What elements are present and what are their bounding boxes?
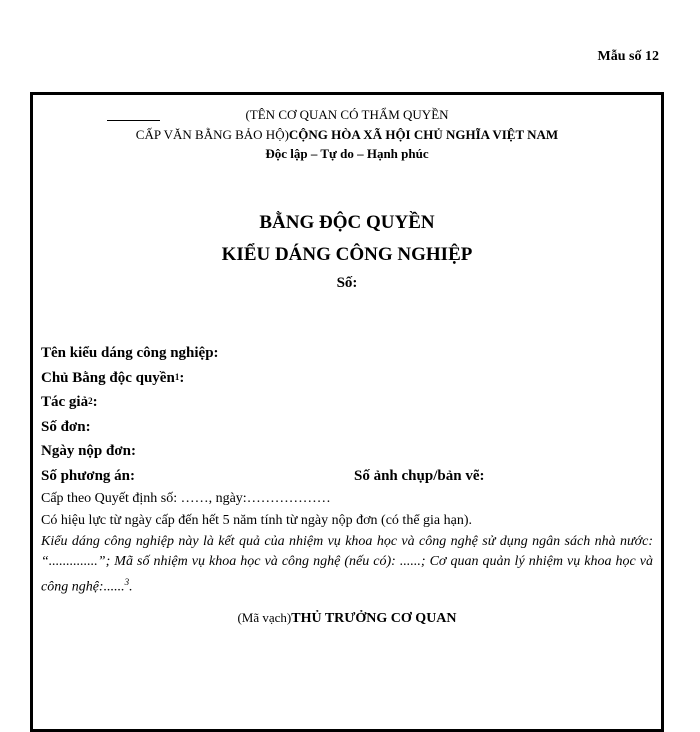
science-task-note: Kiểu dáng công nghiệp này là kết quả của nhiệm vụ khoa học và công nghệ sử dụng ngân sách nhà nước: “..............”; Mã số nhiệm vụ khoa học và công nghệ (nếu có): ......; Cơ quan quản lý nhiệm vụ khoa học và công nghệ:......$^3$. bbox=[41, 534, 653, 595]
field-author-label: Tác giả bbox=[41, 394, 89, 410]
header-line-1 bbox=[33, 105, 661, 125]
field-design-name: Tên kiểu dáng công nghiệp: bbox=[41, 345, 219, 361]
field-owner-label: Chủ Bằng độc quyền bbox=[41, 369, 175, 386]
footnote-ref: 3 bbox=[124, 577, 130, 587]
validity-line: Có hiệu lực từ ngày cấp đến hết 5 năm tính từ ngày nộp đơn (có thể gia hạn). bbox=[41, 513, 473, 528]
field-application-number: Số đơn: bbox=[41, 418, 91, 435]
issuer-name: CẤP VĂN BẰNG BẢO HỘ) bbox=[135, 127, 289, 142]
field-drawing-count: Số ảnh chụp/bản vẽ: bbox=[354, 467, 485, 484]
agency-name: (TÊN CƠ QUAN CÓ THẨM QUYỀN bbox=[245, 107, 449, 122]
head-of-agency-title: THỦ TRƯỞNG CƠ QUAN bbox=[291, 611, 457, 626]
certificate-number-label: Số: bbox=[336, 275, 358, 291]
header-line-2 bbox=[33, 125, 661, 145]
certificate-header bbox=[33, 105, 661, 162]
national-motto: Độc lập – Tự do – Hạnh phúc bbox=[265, 146, 429, 161]
field-owner: Chủ Bằng độc quyền$^1$: bbox=[41, 369, 185, 386]
certificate-title-block bbox=[33, 207, 661, 295]
barcode-label: (Mã vạch) bbox=[237, 610, 292, 625]
field-author: Tác giả$^2$: bbox=[41, 394, 98, 410]
certificate-title: BẰNG ĐỘC QUYỀN bbox=[259, 212, 435, 233]
certificate-subtitle: KIỂU DÁNG CÔNG NGHIỆP bbox=[221, 244, 473, 265]
certificate-fields bbox=[41, 341, 653, 598]
signature-block bbox=[33, 610, 661, 627]
decision-line: Cấp theo Quyết định số: ……, ngày:……………… bbox=[41, 491, 331, 506]
certificate-frame bbox=[30, 92, 664, 732]
form-number: Mẫu số 12 bbox=[597, 49, 659, 64]
field-variant-count: Số phương án: bbox=[41, 467, 136, 484]
science-task-text: Kiểu dáng công nghiệp này là kết quả của nhiệm vụ khoa học và công nghệ sử dụng ngân sách nhà nước: “..............”; Mã số nhiệm vụ khoa học và công nghệ (nếu có): ......; Cơ quan quản lý nhiệm vụ khoa học và công nghệ:...... bbox=[41, 534, 653, 595]
field-row-variants bbox=[41, 464, 653, 489]
blank-underline bbox=[107, 120, 160, 121]
footnote-ref: 2 bbox=[88, 396, 93, 406]
footnote-ref: 1 bbox=[174, 371, 180, 382]
field-filing-date: Ngày nộp đơn: bbox=[41, 443, 137, 459]
national-title: CỘNG HÒA XÃ HỘI CHỦ NGHĨA VIỆT NAM bbox=[288, 127, 559, 142]
